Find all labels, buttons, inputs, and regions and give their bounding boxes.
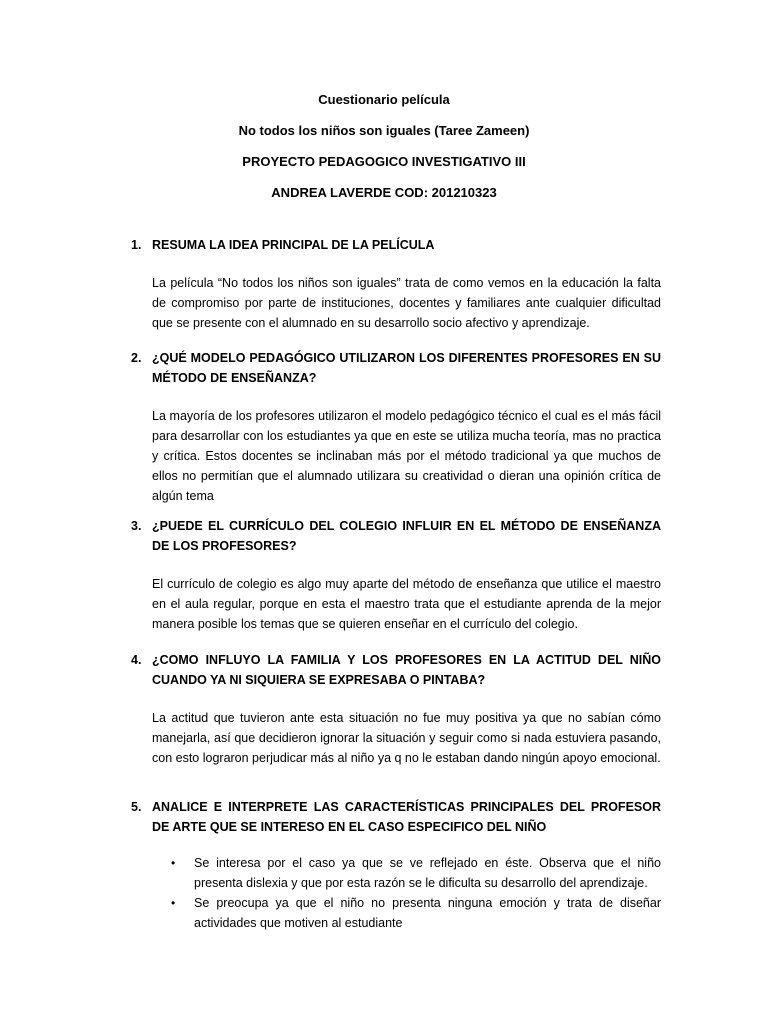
bullet-text: Se interesa por el caso ya que se ve reflejado en éste. Observa que el niño presenta dislexia y que por esta razón se le dificulta su desarrollo del aprendizaje.: [194, 856, 661, 890]
question-3: [131, 516, 661, 634]
question-heading: [131, 235, 661, 255]
question-number: 4.: [131, 653, 142, 667]
question-title: ANALICE E INTERPRETE LAS CARACTERÍSTICAS PRINCIPALES DEL PROFESOR DE ARTE QUE SE INTERESO EN EL CASO ESPECIFICO DEL NIÑO: [152, 800, 661, 834]
answer-text: La mayoría de los profesores utilizaron el modelo pedagógico técnico el cual es el más fácil para desarrollar con los estudiantes ya que en este se utiliza mucha teoría, mas no practica y crítica. Estos docentes se inclinaban más por el método tradicional ya que muchos de ellos no permitían que el alumnado utilizara su creatividad o dieran una opinión crítica de algún tema: [152, 409, 661, 503]
question-title: RESUMA LA IDEA PRINCIPAL DE LA PELÍCULA: [152, 238, 435, 252]
bullet-list: [171, 853, 661, 933]
list-item: [171, 853, 661, 893]
list-item: [171, 893, 661, 933]
question-heading: [131, 797, 661, 837]
question-title: ¿COMO INFLUYO LA FAMILIA Y LOS PROFESORES EN LA ACTITUD DEL NIÑO CUANDO YA NI SIQUIERA SE EXPRESABA O PINTABA?: [152, 653, 661, 687]
question-number: 1.: [131, 238, 142, 252]
bullet-text: Se preocupa ya que el niño no presenta ninguna emoción y trata de diseñar actividades que motiven al estudiante: [194, 896, 661, 930]
question-number: 2.: [131, 351, 142, 365]
bullet-icon: •: [171, 856, 176, 870]
question-number: 5.: [131, 800, 142, 814]
question-heading: [131, 516, 661, 556]
answer-text: La actitud que tuvieron ante esta situación no fue muy positiva ya que no sabían cómo manejarla, así que decidieron ignorar la situación y seguir como si nada estuviera pasando, con esto lograron perjudicar más al niño ya q no le estaban dando ningún apoyo emocional.: [152, 711, 661, 765]
question-5: [131, 797, 661, 933]
film-title: No todos los niños son iguales (Taree Zameen): [238, 123, 530, 138]
question-title: ¿PUEDE EL CURRÍCULO DEL COLEGIO INFLUIR EN EL MÉTODO DE ENSEÑANZA DE LOS PROFESORES?: [152, 519, 661, 553]
document-title: Cuestionario película: [318, 92, 450, 107]
question-2: [131, 348, 661, 506]
author-line: ANDREA LAVERDE COD: 201210323: [271, 185, 497, 200]
document-header: [0, 92, 768, 216]
answer-text: El currículo de colegio es algo muy aparte del método de enseñanza que utilice el maestro en el aula regular, porque en esta el maestro trata que el estudiante aprenda de la mejor manera posible los temas que se quieren enseñar en el currículo del colegio.: [152, 577, 661, 631]
question-1: [131, 235, 661, 333]
bullet-icon: •: [171, 896, 176, 910]
question-title: ¿QUÉ MODELO PEDAGÓGICO UTILIZARON LOS DIFERENTES PROFESORES EN SU MÉTODO DE ENSEÑANZA?: [152, 351, 661, 385]
question-number: 3.: [131, 519, 142, 533]
question-heading: [131, 348, 661, 388]
answer-text: La película “No todos los niños son iguales” trata de como vemos en la educación la falta de compromiso por parte de instituciones, docentes y familiares ante cualquier dificultad que se presente con el alumnado en su desarrollo socio afectivo y aprendizaje.: [152, 276, 661, 330]
question-4: [131, 650, 661, 768]
question-heading: [131, 650, 661, 690]
project-name: PROYECTO PEDAGOGICO INVESTIGATIVO III: [242, 154, 526, 169]
